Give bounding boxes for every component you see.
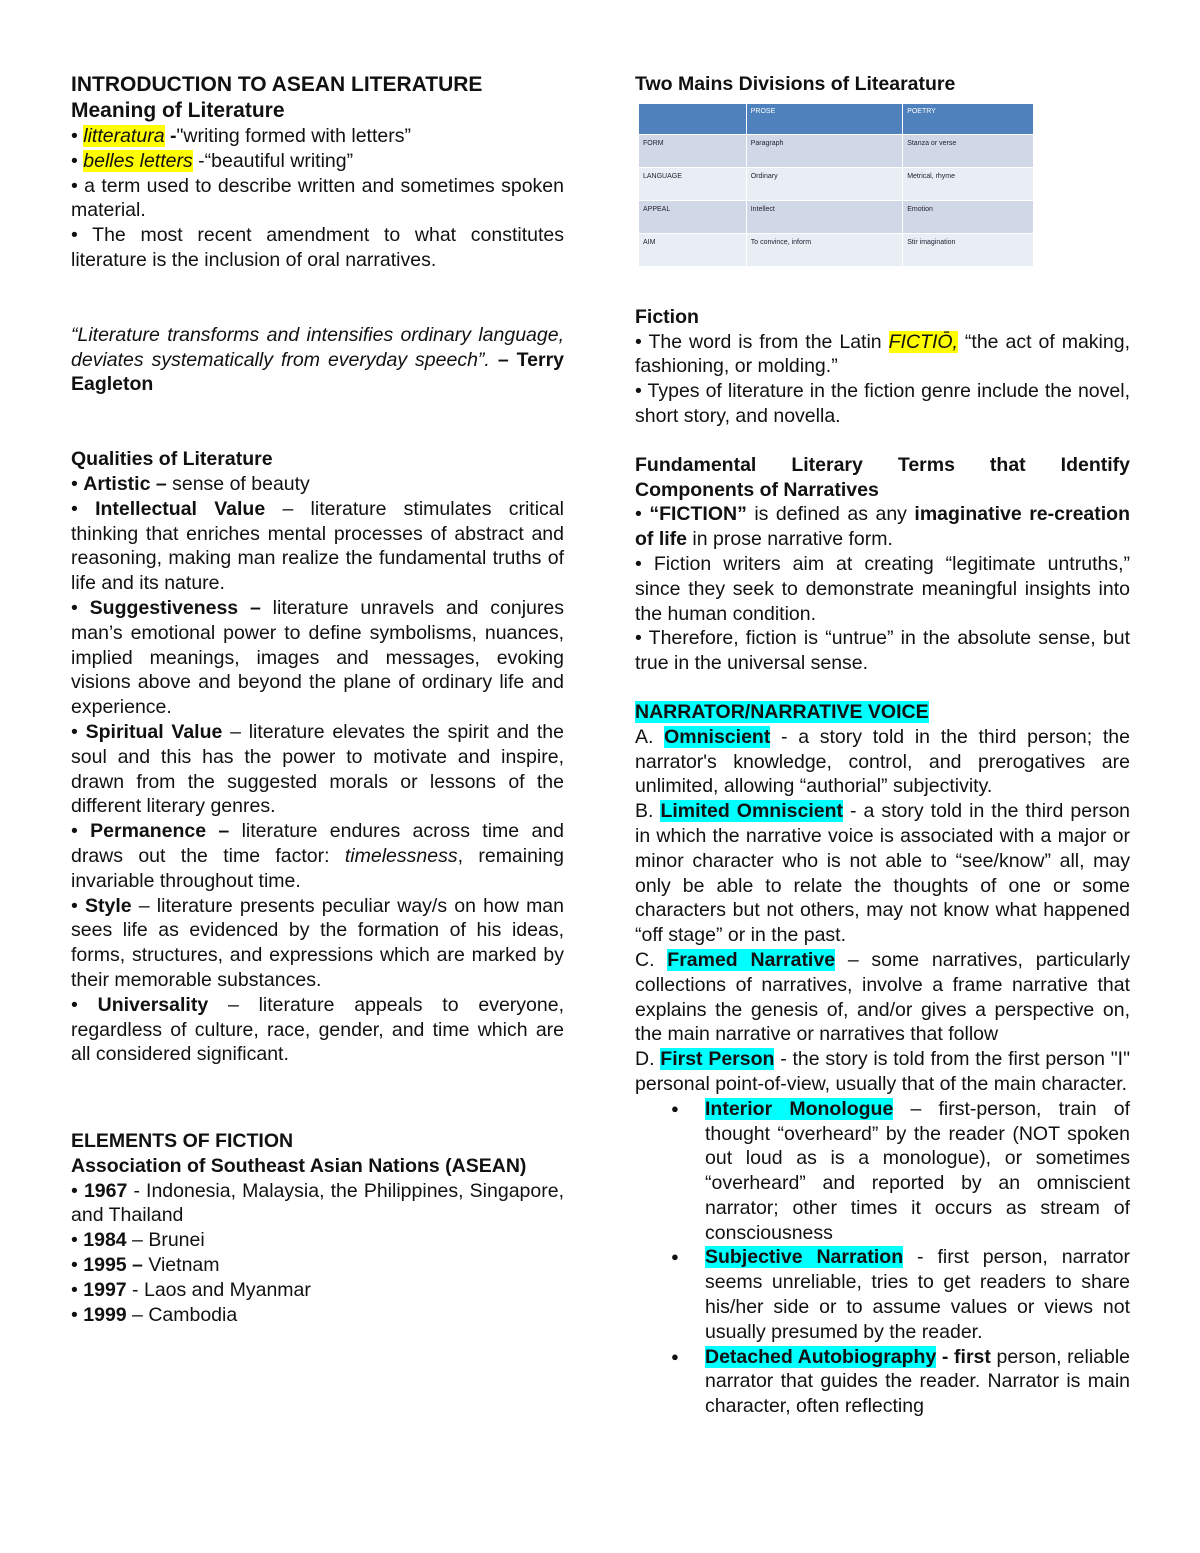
eagleton-quote: “Literature transforms and intensifies ordinary language, deviates systematically from everyday speech”. – Terry Eagleton (71, 323, 565, 396)
table-row (639, 168, 1033, 200)
fiction-heading: Fiction (635, 305, 699, 328)
table-cell: Emotion (903, 201, 1033, 233)
table-cell: Paragraph (747, 135, 902, 167)
quality-intellectual: • Intellectual Value – literature stimulates critical thinking that enriches mental processes of abstract and reasoning, making man realize the fundamental truths of life and its nature. (71, 497, 564, 595)
table-cell: Metrical, rhyme (903, 168, 1033, 200)
table-cell: Stanza or verse (903, 135, 1033, 167)
term-belles-letters: belles letters (83, 149, 193, 172)
table-row (639, 234, 1033, 266)
fiction-bullet-1: • The word is from the Latin FICTIŌ, “the act of making, fashioning, or molding.” (635, 330, 1130, 378)
meaning-bullet-4: • The most recent amendment to what constitutes literature is the inclusion of oral narratives. (71, 224, 564, 271)
quality-spiritual: • Spiritual Value – literature elevates the spirit and the soul and this has the power to motivate and inspire, drawn from the suggested morals or lessons of the different literary genres. (71, 720, 564, 818)
meaning-bullet-2: • belles letters -“beautiful writing” (71, 149, 354, 172)
asean-heading: Association of Southeast Asian Nations (ASEAN) (71, 1154, 527, 1177)
quality-suggestiveness: • Suggestiveness – literature unravels and conjures man’s emotional power to define symbolisms, nuances, implied meanings, images and messages, evoking visions above and beyond the plane of ordinary life and experience. (71, 596, 564, 719)
asean-1997: • 1997 - Laos and Myanmar (71, 1278, 311, 1301)
table-row (639, 135, 1033, 167)
quality-permanence: • Permanence – literature endures across time and draws out the time factor: timelessness, remaining invariable throughout time. (71, 820, 564, 892)
asean-1999: • 1999 – Cambodia (71, 1303, 238, 1326)
meaning-bullet-1: • litteratura -"writing formed with letters” (71, 125, 411, 147)
meaning-heading: Meaning of Literature (71, 99, 285, 122)
right-column (635, 72, 1130, 1419)
quality-artistic: • Artistic – sense of beauty (71, 472, 310, 495)
asean-1967: • 1967 - Indonesia, Malaysia, the Philippines, Singapore, and Thailand (71, 1179, 564, 1227)
table-header-row (639, 104, 1033, 134)
narrator-limited-omniscient: B. Limited Omniscient - a story told in the third person in which the narrative voice is associated with a major or minor character who is not able to “see/know” all, may only be able to relate the thoughts of one or some characters but not others, may not know what happened “off stage” or in the past. (635, 800, 1131, 947)
qualities-heading: Qualities of Literature (71, 448, 273, 471)
elements-heading: ELEMENTS OF FICTION (71, 1130, 294, 1153)
term-fictio: FICTIŌ, (888, 330, 958, 353)
table-cell: FORM (639, 135, 746, 167)
table-row (639, 201, 1033, 233)
list-item: ● Detached Autobiography - first person, reliable narrator that guides the reader. Narrator is main character, often reflecting (705, 1345, 1130, 1419)
narrator-framed: C. Framed Narrative – some narratives, particularly collections of narratives, involve a frame narrative that explains the genesis of, and/or gives a perspective on, the main narrative or narratives that follow (635, 948, 1130, 1046)
quality-universality: • Universality – literature appeals to everyone, regardless of culture, race, gender, and time which are all considered significant. (71, 993, 564, 1066)
table-cell: APPEAL (639, 201, 746, 233)
narrator-first-person: D. First Person - the story is told from the first person "I" personal point-of-view, usually that of the main character. (635, 1048, 1130, 1095)
narrator-heading: NARRATOR/NARRATIVE VOICE (635, 700, 929, 723)
table-cell: LANGUAGE (639, 168, 746, 200)
divisions-table (638, 103, 1034, 267)
table-header-cell: POETRY (903, 104, 1033, 134)
quote-author: – Terry Eagleton (71, 348, 565, 396)
document-title: INTRODUCTION TO ASEAN LITERATURE (71, 73, 483, 96)
table-cell: Intellect (747, 201, 902, 233)
term-litteratura: litteratura (83, 125, 165, 147)
table-cell: Ordinary (747, 168, 902, 200)
list-item: ● Interior Monologue – first-person, train of thought “overheard” by the reader (NOT spoken out loud as is a monologue), or sometimes “overheard” and reported by an omniscient narrator; other times it occurs as stream of consciousness (705, 1097, 1130, 1246)
divisions-heading: Two Mains Divisions of Litearature (635, 73, 956, 95)
meaning-bullet-3: • a term used to describe written and sometimes spoken material. (71, 174, 564, 222)
asean-1995: • 1995 – Vietnam (71, 1254, 220, 1277)
left-column (71, 72, 564, 1327)
list-item: ● Subjective Narration - first person, narrator seems unreliable, tries to get readers to share his/her side or to assume values or views not usually presumed by the reader. (705, 1245, 1130, 1344)
terms-heading: Fundamental Literary Terms that Identify Components of Narratives (635, 453, 1130, 501)
table-cell: AIM (639, 234, 746, 266)
table-cell: Stir imagination (903, 234, 1033, 266)
first-person-types (635, 1097, 1130, 1419)
quality-style: • Style – literature presents peculiar way/s on how man sees life as evidenced by the formation of his ideas, forms, structures, and expressions which are marked by their memorable substances. (71, 894, 564, 991)
fiction-bullet-2: • Types of literature in the fiction genre include the novel, short story, and novella. (635, 380, 1130, 427)
table-header-cell (639, 104, 746, 134)
narrator-omniscient: A. Omniscient - a story told in the third person; the narrator's knowledge, control, and prerogatives are unlimited, allowing “authorial” subjectivity. (635, 725, 1130, 798)
asean-1984: • 1984 – Brunei (71, 1229, 205, 1252)
terms-bullet-3: • Therefore, fiction is “untrue” in the absolute sense, but true in the universal sense. (635, 627, 1130, 675)
terms-bullet-1: • “FICTION” is defined as any imaginative re-creation of life in prose narrative form. (635, 503, 1130, 551)
table-header-cell: PROSE (747, 104, 902, 134)
table-cell: To convince, inform (747, 234, 902, 266)
terms-bullet-2: • Fiction writers aim at creating “legitimate untruths,” since they seek to demonstrate meaningful insights into the human condition. (635, 552, 1130, 625)
